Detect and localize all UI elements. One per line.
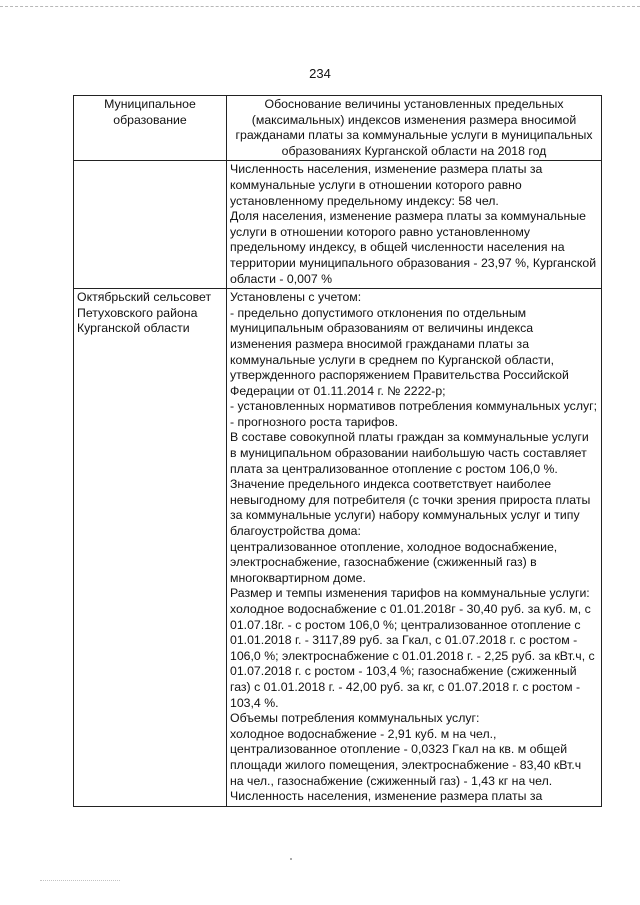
population-share-paragraph: Доля населения, изменение размера платы за коммунальные услуги в отношении которого равно установленному предельному индексу, в общей численности населения на территории муниципального образования - 23,97 %, Курганской области - 0,007 % — [230, 209, 597, 286]
table-header-row — [74, 96, 602, 161]
paragraph-tariff-heading: Размер и темпы изменения тарифов на коммунальные услуги: — [230, 586, 590, 601]
justification-table — [73, 95, 602, 807]
header-justification: Обоснование величины установленных предельных (максимальных) индексов изменения размера вносимой гражданами платы за коммунальные услуги в муниципальных образованиях Курганской области на 2018 год — [227, 96, 602, 161]
page-number: 234 — [309, 66, 331, 81]
paragraph-total-payment: В составе совокупной платы граждан за коммунальные услуги в муниципальном образовании наибольшую часть составляет плата за централизованное отопление с ростом 106,0 %. — [230, 430, 589, 476]
paragraph-consumption-heading: Объемы потребления коммунальных услуг: — [230, 711, 480, 726]
cell-justification-text — [227, 289, 602, 807]
cell-municipality-name: Октябрьский сельсовет Петуховского района Курганской области — [74, 289, 227, 807]
population-count-paragraph: Численность населения, изменение размера платы за коммунальные услуги в отношении которого равно установленному предельному индексу: 58 чел. — [230, 162, 543, 208]
table-row-continuation — [74, 161, 602, 289]
scan-artifact-bottom-dots — [40, 880, 120, 883]
paragraph-tariff-forecast: - прогнозного роста тарифов. — [230, 414, 399, 429]
paragraph-population-start: Численность населения, изменение размера платы за — [230, 789, 543, 804]
paragraph-index-value: Значение предельного индекса соответствует наиболее невыгодному для потребителя (с точки зрения прироста платы за коммунальные услуги) набору коммунальных услуг и типу благоустройства дома: — [230, 477, 591, 539]
scan-artifact-dot — [290, 858, 292, 860]
paragraph-consumption-details: холодное водоснабжение - 2,91 куб. м на чел., централизованное отопление - 0,0323 Гкал на кв. м общей площади жилого помещения, электроснабжение - 83,40 кВт.ч на чел., газоснабжение (сжиженный газ) - 1,43 кг на чел. — [230, 726, 582, 788]
cell-municipality-empty — [74, 161, 227, 289]
paragraph-established: Установлены с учетом: — [230, 290, 362, 305]
paragraph-services-set: централизованное отопление, холодное водоснабжение, электроснабжение, газоснабжение (сжиженный газ) в многоквартирном доме. — [230, 539, 558, 585]
scan-artifact-top-line — [0, 6, 640, 8]
paragraph-deviation: - предельно допустимого отклонения по отдельным муниципальным образованиям от величины индекса изменения размера вносимой гражданами платы за коммунальные услуги в среднем по Курганской области, утвержденного распоряжением Правительства Российской Федерации от 01.11.2014 г. № 2222-р; — [230, 305, 569, 398]
paragraph-tariff-details: холодное водоснабжение с 01.01.2018г - 30,40 руб. за куб. м, с 01.07.18г. - с ростом 106,0 %; централизованное отопление с 01.01.2018 г. - 3117,89 руб. за Гкал, с 01.07.2018 г. с ростом - 106,0 %; электроснабжение с 01.01.2018 г. - 2,25 руб. за кВт.ч, с 01.07.2018 г. с ростом - 103,4 %; газоснабжение (сжиженный газ) с 01.01.2018 г. - 42,00 руб. за кг, с 01.07.2018 г. с ростом - 103,4 %. — [230, 602, 595, 710]
table-row-oktyabrsky — [74, 289, 602, 807]
paragraph-norms: - установленных нормативов потребления коммунальных услуг; — [230, 399, 598, 414]
cell-justification-continuation — [227, 161, 602, 289]
header-municipality: Муниципальное образование — [74, 96, 227, 161]
